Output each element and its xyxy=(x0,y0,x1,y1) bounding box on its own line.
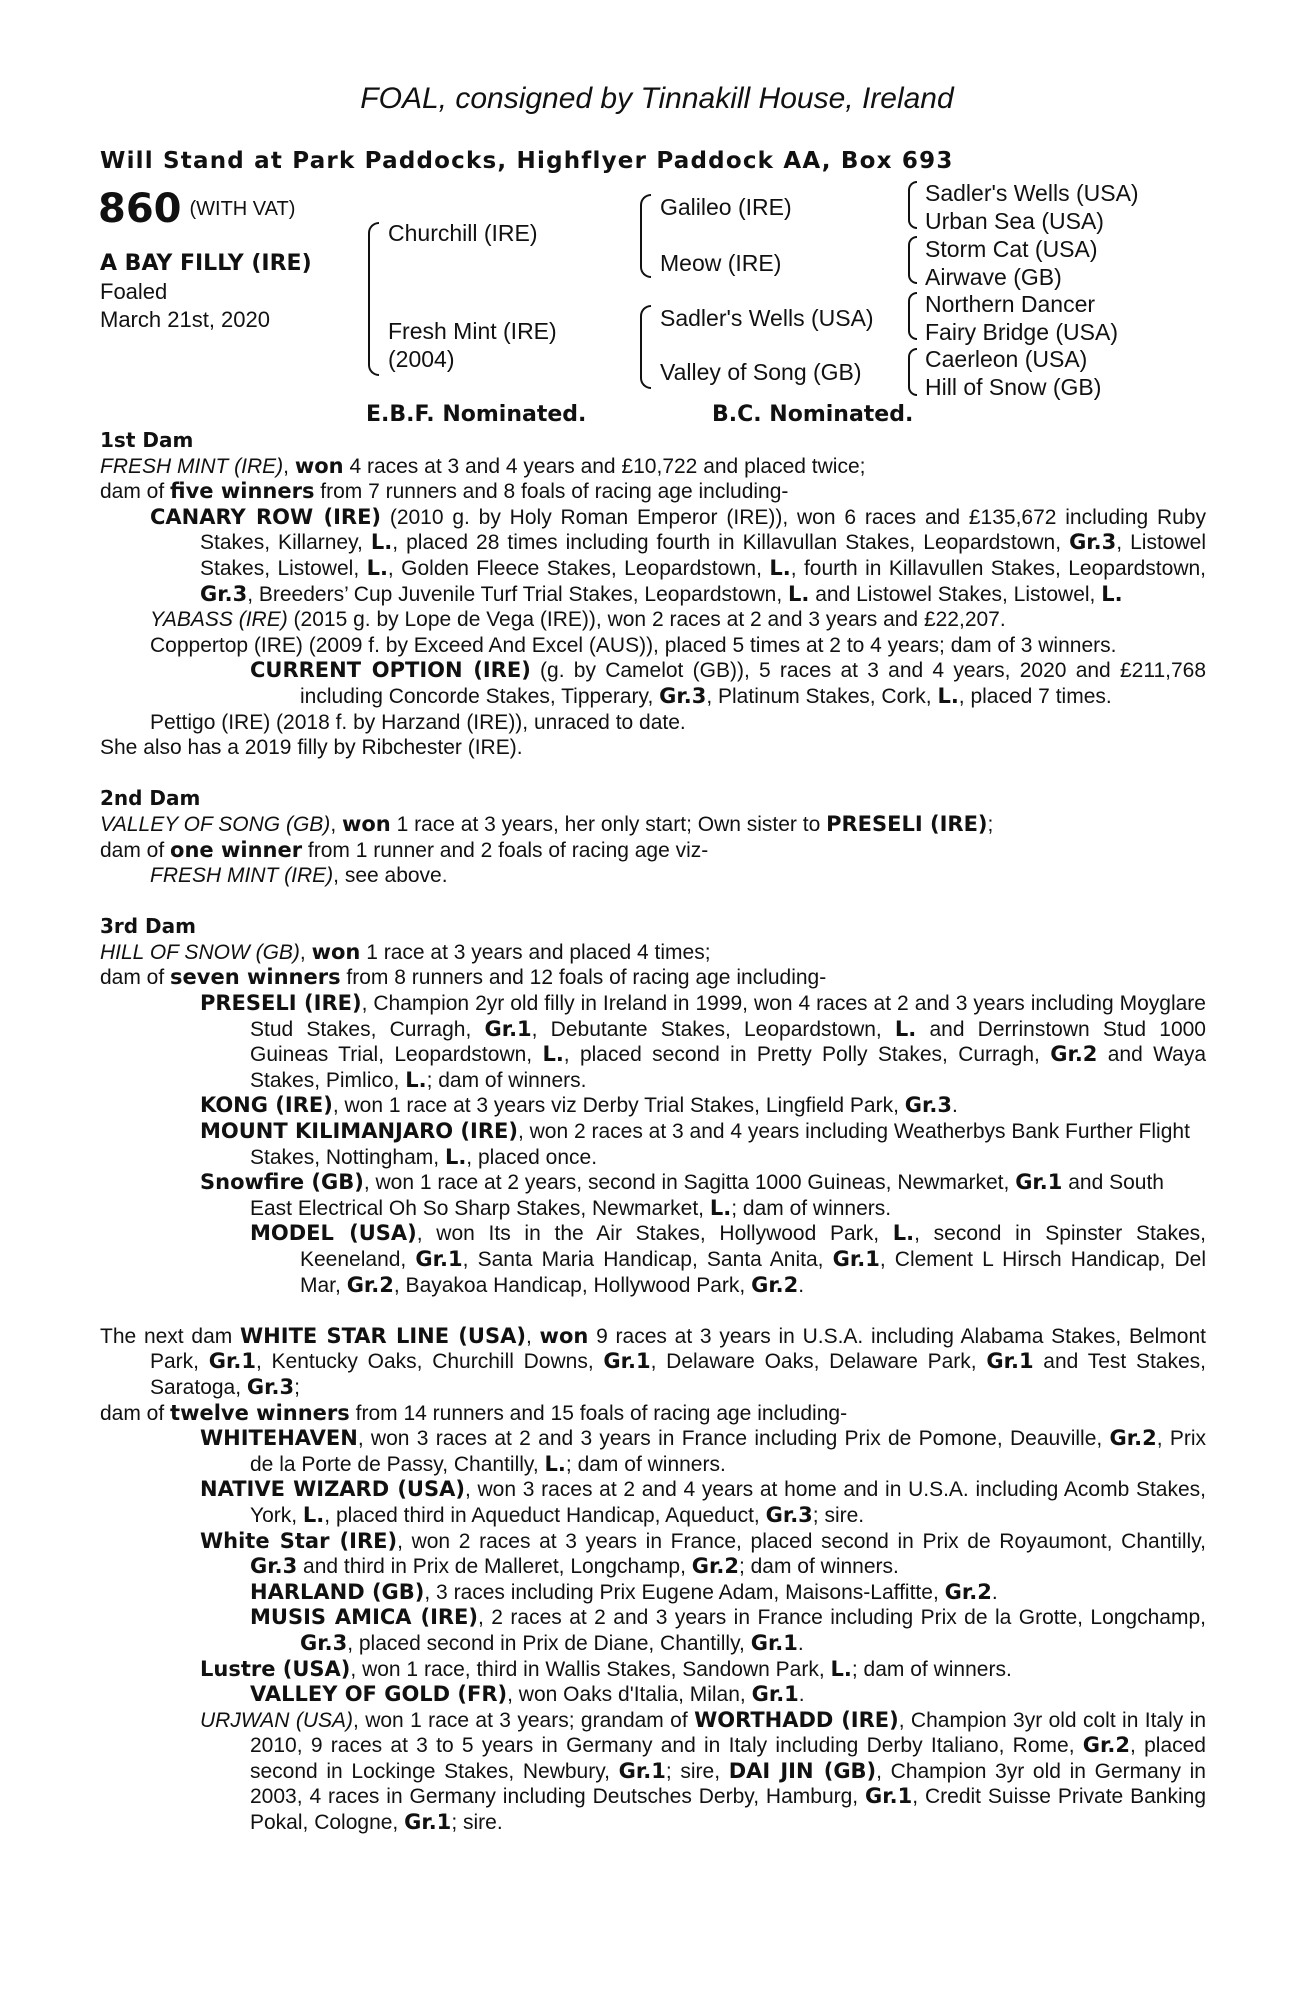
text: 4 races at 3 and 4 years and £10,722 and placed twice; xyxy=(343,454,866,478)
text: , won Oaks d'Italia, Milan, xyxy=(507,1683,752,1707)
pedigree-sire-dam: Meow (IRE) xyxy=(660,250,782,276)
second-dam-heading: 2nd Dam xyxy=(100,786,201,811)
horse-name: WORTHADD (IRE) xyxy=(694,1707,899,1732)
pedigree-sd-dam: Airwave (GB) xyxy=(925,264,1062,290)
won-emphasis: won xyxy=(341,811,391,836)
text: , won 1 race at 2 years, second in Sagitta 1000 Guineas, Newmarket, xyxy=(363,1171,1016,1195)
text: , Listowel Stakes, Listowel, xyxy=(200,531,1206,580)
first-dam-heading: 1st Dam xyxy=(100,428,194,452)
produce-entry xyxy=(100,658,1206,709)
text: . xyxy=(798,1273,805,1297)
text: and Test Stakes, Saratoga, xyxy=(150,1350,1206,1399)
pedigree-bracket-dd xyxy=(908,348,917,396)
horse-name: URJWAN (USA) xyxy=(200,1708,353,1732)
produce-note: She also has a 2019 filly by Ribchester (IRE). xyxy=(100,736,523,760)
third-dam-heading: 3rd Dam xyxy=(100,914,196,939)
horse-name: DAI JIN (GB) xyxy=(728,1758,877,1783)
horse-name: MUSIS AMICA (IRE) xyxy=(250,1605,478,1630)
grade: L. xyxy=(709,1195,732,1220)
text: ; xyxy=(987,812,994,836)
horse-name: CURRENT OPTION (IRE) xyxy=(250,658,531,683)
grade: Gr.1 xyxy=(208,1349,256,1374)
horse-name: White Star (IRE) xyxy=(200,1528,398,1553)
spacer xyxy=(100,1298,1206,1324)
text: and South East Electrical Oh So Sharp Stakes, Newmarket, xyxy=(250,1171,1164,1220)
text: , Delaware Oaks, Delaware Park, xyxy=(650,1350,987,1374)
text: , Platinum Stakes, Cork, xyxy=(706,684,938,708)
produce-entry: Coppertop (IRE) (2009 f. by Exceed And Excel (AUS)), placed 5 times at 2 to 4 years; dam of 3 winners. xyxy=(150,633,1117,657)
text: ; xyxy=(294,1375,300,1399)
grade: Gr.2 xyxy=(346,1272,394,1297)
grade: Gr.2 xyxy=(1109,1426,1157,1451)
text: , Prix de la Porte de Passy, Chantilly, xyxy=(250,1427,1206,1476)
text: , Santa Maria Handicap, Santa Anita, xyxy=(462,1248,833,1271)
text: ; sire, xyxy=(665,1759,729,1783)
horse-name: PRESELI (IRE) xyxy=(200,991,362,1016)
third-dam-produce-line xyxy=(100,965,1206,991)
horse-name: PRESELI (IRE) xyxy=(826,811,988,836)
grade: L. xyxy=(788,581,810,606)
text: (2010 g. by Holy Roman Emperor (IRE)), won 6 races and £135,672 including Ruby Stakes, Killarney, xyxy=(200,505,1206,555)
text: , won Its in the Air Stakes, Hollywood Park, xyxy=(416,1222,893,1246)
text: ; dam of winners. xyxy=(851,1657,1012,1681)
lot-number-block xyxy=(98,186,295,232)
grade: L. xyxy=(892,1221,915,1246)
text: , won 1 race, third in Wallis Stakes, Sandown Park, xyxy=(350,1657,831,1681)
text: from 8 runners and 12 foals of racing age including- xyxy=(340,966,827,990)
text: ; dam of winners. xyxy=(731,1196,892,1220)
grade: Gr.1 xyxy=(750,1630,798,1655)
produce-entry xyxy=(100,1529,1206,1580)
grade: Gr.1 xyxy=(404,1810,452,1835)
spacer xyxy=(100,889,1206,915)
grade: Gr.1 xyxy=(484,1016,532,1041)
horse-name: VALLEY OF GOLD (FR) xyxy=(250,1682,508,1707)
text: dam of xyxy=(100,966,171,990)
winners-count: one winner xyxy=(170,837,303,862)
text: from 7 runners and 8 foals of racing age including- xyxy=(314,480,789,504)
grade: Gr.1 xyxy=(1015,1170,1063,1195)
pedigree-bracket-sire xyxy=(640,194,651,278)
text: , see above. xyxy=(333,864,448,888)
text: . xyxy=(991,1580,998,1604)
text: , placed third in Aqueduct Handicap, Aqueduct, xyxy=(324,1503,766,1527)
next-dam-line xyxy=(100,1324,1206,1401)
pedigree-dd-dam: Hill of Snow (GB) xyxy=(925,374,1102,400)
horse-name: VALLEY OF SONG (GB) xyxy=(100,812,331,836)
text: , won 3 races at 2 and 4 years at home and in U.S.A. including Acomb Stakes, York, xyxy=(250,1478,1206,1527)
pedigree-bracket-main xyxy=(368,222,379,376)
text: . xyxy=(797,1631,804,1655)
grade: Gr.1 xyxy=(603,1349,651,1374)
grade: Gr.1 xyxy=(832,1247,880,1271)
consignor-header: FOAL, consigned by Tinnakill House, Ireland xyxy=(360,82,954,115)
horse-name: WHITEHAVEN xyxy=(200,1426,358,1451)
pedigree-sire-sire: Galileo (IRE) xyxy=(660,194,792,220)
text: , Champion 3yr old in Germany in 2003, 4 races in Germany including Deutsches Derby, Hamburg, xyxy=(250,1759,1206,1809)
produce-entry xyxy=(100,1119,1206,1170)
produce-entry xyxy=(100,1657,1206,1683)
pedigree-bracket-ds xyxy=(908,292,917,340)
grade: L. xyxy=(937,683,959,708)
text: from 14 runners and 15 foals of racing age including- xyxy=(349,1401,848,1425)
horse-name: MOUNT KILIMANJARO (IRE) xyxy=(200,1119,518,1144)
text: , placed 28 times including fourth in Killavullan Stakes, Leopardstown, xyxy=(392,531,1070,555)
pedigree-ds-sire: Northern Dancer xyxy=(925,291,1096,317)
grade: Gr.2 xyxy=(944,1579,992,1604)
grade: Gr.3 xyxy=(904,1093,952,1118)
lot-identity xyxy=(100,250,312,334)
text: dam of xyxy=(100,838,171,862)
text: , 2 races at 2 and 3 years in France including Prix de la Grotte, Longchamp, xyxy=(478,1606,1206,1630)
grade: L. xyxy=(830,1656,852,1681)
lot-number: 860 xyxy=(98,186,182,232)
grade: Gr.3 xyxy=(200,581,248,606)
grade: Gr.1 xyxy=(618,1758,666,1783)
grade: Gr.1 xyxy=(751,1682,799,1707)
grade: Gr.2 xyxy=(691,1554,739,1579)
foaled-date: March 21st, 2020 xyxy=(100,307,270,332)
winners-count: twelve winners xyxy=(170,1400,350,1425)
grade: L. xyxy=(366,555,388,580)
horse-name: HILL OF SNOW (GB) xyxy=(100,940,300,964)
text: . xyxy=(951,1094,958,1118)
grade: Gr.1 xyxy=(415,1247,463,1271)
grade: L. xyxy=(769,555,791,580)
foaled-label: Foaled xyxy=(100,279,168,304)
text: (2015 g. by Lope de Vega (IRE)), won 2 races at 2 and 3 years and £22,207. xyxy=(287,608,1006,632)
text: dam of xyxy=(100,1401,171,1425)
text: and Derrinstown Stud 1000 Guineas Trial, Leopardstown, xyxy=(250,1017,1206,1067)
text: , Breeders’ Cup Juvenile Turf Trial Stakes, Leopardstown, xyxy=(247,582,789,606)
grade: Gr.1 xyxy=(986,1349,1034,1374)
produce-entry xyxy=(100,1426,1206,1477)
text: , won 2 races at 3 and 4 years including Weatherbys Bank Further Flight Stakes, Nottingham, xyxy=(250,1120,1190,1169)
text: . xyxy=(798,1683,805,1707)
grade: L. xyxy=(370,530,393,555)
pedigree-sire: Churchill (IRE) xyxy=(388,220,538,246)
produce-entry xyxy=(100,991,1206,1093)
produce-entry xyxy=(100,1708,1206,1836)
text: ; dam of winners. xyxy=(565,1452,726,1476)
text: , won 2 races at 3 years in France, placed second in Prix de Royaumont, Chantilly, xyxy=(397,1529,1206,1553)
text: 9 races at 3 years in U.S.A. including Alabama Stakes, Belmont Park, xyxy=(150,1324,1206,1374)
grade: L. xyxy=(1101,581,1123,606)
text: ; dam of winners. xyxy=(738,1555,899,1579)
pedigree-dam-year: (2004) xyxy=(388,346,455,372)
pedigree-bracket-dam xyxy=(640,305,651,389)
produce-entry xyxy=(100,505,1206,607)
text: 1 race at 3 years and placed 4 times; xyxy=(360,940,711,964)
horse-name: HARLAND (GB) xyxy=(250,1579,425,1604)
pedigree-bracket-sd xyxy=(908,236,917,284)
grade: Gr.3 xyxy=(250,1554,298,1579)
grade: Gr.3 xyxy=(1069,530,1117,555)
produce-entry xyxy=(100,1170,1206,1221)
pedigree-sd-sire: Storm Cat (USA) xyxy=(925,236,1098,262)
text: , second in Spinster Stakes, Keeneland, xyxy=(300,1222,1206,1271)
horse-name: YABASS (IRE) xyxy=(150,608,288,632)
produce-entry xyxy=(100,1605,1206,1656)
text: , Bayakoa Handicap, Hollywood Park, xyxy=(393,1273,752,1297)
text: , Debutante Stakes, Leopardstown, xyxy=(531,1017,895,1041)
next-dam-produce-line xyxy=(100,1401,1206,1427)
winners-count: seven winners xyxy=(170,965,341,990)
vat-note: (WITH VAT) xyxy=(189,198,296,220)
horse-name: CANARY ROW (IRE) xyxy=(150,504,382,529)
text: (g. by Camelot (GB)), 5 races at 3 and 4 years, 2020 and £211,768 including Concorde Stakes, Tipperary, xyxy=(300,659,1206,708)
pedigree-ds-dam: Fairy Bridge (USA) xyxy=(925,319,1118,345)
produce-entry xyxy=(100,1580,1206,1606)
text: dam of xyxy=(100,480,171,504)
horse-name: Snowfire (GB) xyxy=(200,1170,364,1195)
won-emphasis: won xyxy=(311,939,361,964)
third-dam-line xyxy=(100,940,1206,966)
pedigree-ss-dam: Urban Sea (USA) xyxy=(925,208,1104,234)
winners-count: five winners xyxy=(170,479,315,504)
ebf-nominated: E.B.F. Nominated. xyxy=(366,402,587,427)
text: , won 1 race at 3 years viz Derby Trial Stakes, Lingfield Park, xyxy=(332,1094,905,1118)
first-dam-line xyxy=(100,454,1206,480)
horse-name: MODEL (USA) xyxy=(250,1221,417,1246)
text: , xyxy=(330,812,342,836)
grade: Gr.1 xyxy=(865,1784,913,1809)
grade: L. xyxy=(894,1016,917,1041)
horse-name: WHITE STAR LINE (USA) xyxy=(240,1323,526,1348)
grade: Gr.2 xyxy=(1082,1733,1130,1758)
pedigree-dam-dam: Valley of Song (GB) xyxy=(660,359,862,385)
grade: Gr.2 xyxy=(751,1272,799,1297)
pedigree-ss-sire: Sadler's Wells (USA) xyxy=(925,180,1139,206)
produce-entry xyxy=(100,1477,1206,1528)
bc-nominated: B.C. Nominated. xyxy=(712,402,914,427)
text: and Waya Stakes, Pimlico, xyxy=(250,1043,1206,1092)
horse-name: FRESH MINT (IRE) xyxy=(100,454,284,478)
text: , won 1 race at 3 years; grandam of xyxy=(353,1708,695,1732)
grade: Gr.3 xyxy=(246,1374,295,1399)
text: , xyxy=(525,1324,540,1348)
produce-entry xyxy=(100,863,1206,889)
grade: L. xyxy=(405,1067,427,1092)
grade: L. xyxy=(444,1144,467,1169)
pedigree-dam: Fresh Mint (IRE) xyxy=(388,318,557,344)
text: , placed second in Prix de Diane, Chantilly, xyxy=(347,1631,751,1655)
text: 1 race at 3 years, her only start; Own sister to xyxy=(390,812,827,836)
text: , Champion 2yr old filly in Ireland in 1999, won 4 races at 2 and 3 years including Moyglare Stud Stakes, Curragh, xyxy=(250,992,1206,1041)
text: , fourth in Killavullen Stakes, Leopardstown, xyxy=(790,556,1206,580)
horse-name: NATIVE WIZARD (USA) xyxy=(200,1477,465,1502)
pedigree-dd-sire: Caerleon (USA) xyxy=(925,346,1088,372)
stand-location: Will Stand at Park Paddocks, Highflyer Paddock AA, Box 693 xyxy=(100,148,954,174)
text: from 1 runner and 2 foals of racing age viz- xyxy=(302,838,709,862)
text: , Clement L Hirsch Handicap, Del Mar, xyxy=(300,1248,1206,1297)
grade: Gr.2 xyxy=(1050,1042,1098,1067)
text: , xyxy=(299,940,312,964)
text: and Listowel Stakes, Listowel, xyxy=(809,582,1102,606)
horse-name: Lustre (USA) xyxy=(200,1656,351,1681)
grade: Gr.3 xyxy=(300,1630,348,1655)
pedigree-dam-sire: Sadler's Wells (USA) xyxy=(660,305,874,331)
grade: L. xyxy=(542,1042,564,1067)
produce-entry xyxy=(100,607,1206,633)
second-dam-produce-line xyxy=(100,838,1206,864)
text: , won 3 races at 2 and 3 years in France including Prix de Pomone, Deauville, xyxy=(357,1427,1110,1451)
text: , placed once. xyxy=(466,1145,598,1169)
grade: Gr.3 xyxy=(765,1502,813,1527)
spacer xyxy=(100,761,1206,787)
catalogue-body xyxy=(100,428,1206,1836)
lot-name: A BAY FILLY (IRE) xyxy=(100,251,312,276)
won-emphasis: won xyxy=(294,453,344,478)
text: , placed second in Lockinge Stakes, Newbury, xyxy=(250,1734,1206,1783)
grade: L. xyxy=(302,1502,325,1527)
text: , Golden Fleece Stakes, Leopardstown, xyxy=(387,556,770,580)
text: , xyxy=(283,454,295,478)
produce-entry xyxy=(100,1093,1206,1119)
text: ; sire. xyxy=(812,1503,865,1527)
horse-name: FRESH MINT (IRE) xyxy=(150,864,334,888)
second-dam-line xyxy=(100,812,1206,838)
grade: L. xyxy=(544,1451,566,1476)
horse-name: KONG (IRE) xyxy=(200,1093,333,1118)
pedigree-bracket-ss xyxy=(908,181,917,229)
produce-entry xyxy=(100,1682,1206,1708)
produce-entry: Pettigo (IRE) (2018 f. by Harzand (IRE)), unraced to date. xyxy=(150,710,686,734)
text: , placed 7 times. xyxy=(958,684,1112,708)
won-emphasis: won xyxy=(539,1323,589,1348)
grade: Gr.3 xyxy=(659,683,707,708)
text: , Credit Suisse Private Banking Pokal, Cologne, xyxy=(250,1785,1207,1835)
text: , placed second in Pretty Polly Stakes, Curragh, xyxy=(563,1043,1051,1067)
text: and third in Prix de Malleret, Longchamp, xyxy=(297,1555,692,1579)
text: , Champion 3yr old colt in Italy in 2010, 9 races at 3 to 5 years in Germany and in Italy including Derby Italiano, Rome, xyxy=(250,1708,1206,1758)
text: ; sire. xyxy=(451,1811,503,1835)
text: , Kentucky Oaks, Churchill Downs, xyxy=(255,1350,604,1374)
text: The next dam xyxy=(100,1324,241,1348)
text: , 3 races including Prix Eugene Adam, Maisons-Laffitte, xyxy=(424,1580,945,1604)
produce-entry xyxy=(100,1221,1206,1298)
text: ; dam of winners. xyxy=(426,1068,587,1092)
first-dam-produce-line xyxy=(100,479,1206,505)
